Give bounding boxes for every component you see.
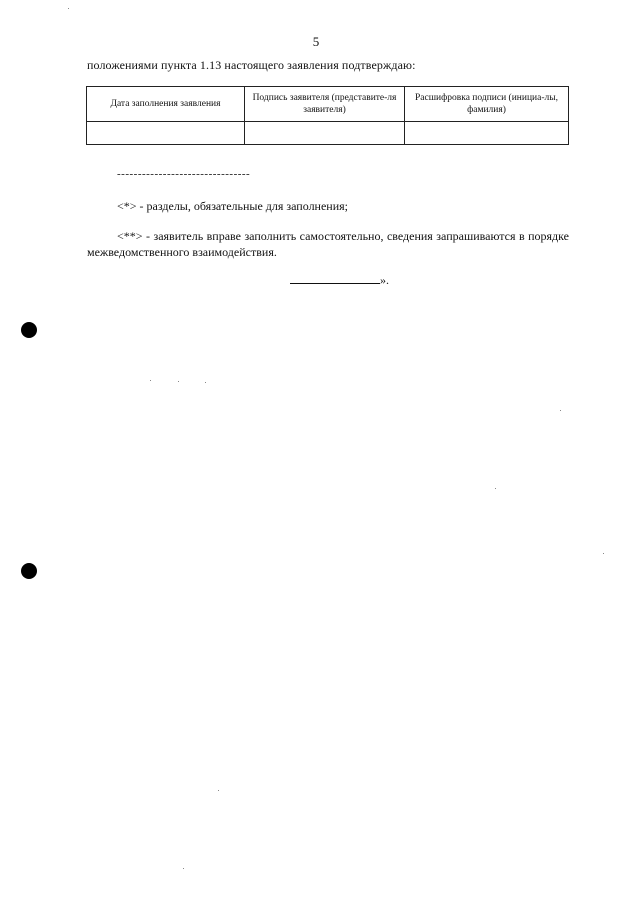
header-signature-transcript: Расшифровка подписи (инициа-лы, фамилия): [405, 87, 569, 122]
scan-speck: [183, 868, 184, 869]
scan-speck: [150, 380, 151, 381]
fill-date-cell[interactable]: [87, 122, 245, 145]
applicant-signature-cell[interactable]: [245, 122, 405, 145]
scan-speck: [205, 382, 206, 383]
page-number: 5: [312, 34, 320, 49]
scan-speck: [68, 8, 69, 9]
header-applicant-signature: Подпись заявителя (представите-ля заявителя): [245, 87, 405, 122]
intro-line: положениями пункта 1.13 настоящего заявления подтверждаю:: [87, 58, 416, 72]
signature-transcript-cell[interactable]: [405, 122, 569, 145]
signature-table: [86, 86, 569, 145]
footnote-required-sections: <*> - разделы, обязательные для заполнения;: [117, 199, 349, 213]
scan-speck: [218, 790, 219, 791]
scan-speck: [495, 488, 496, 489]
closing-mark: ».: [380, 273, 389, 287]
table-header-row: [87, 87, 569, 122]
closing-blank-line: [290, 272, 380, 284]
footnote-optional-info: <**> - заявитель вправе заполнить самостоятельно, сведения запрашиваются в порядке межведомственного взаимодействия.: [87, 229, 569, 259]
scan-speck: [178, 381, 179, 382]
footnote-separator: --------------------------------: [117, 168, 251, 180]
scan-speck: [603, 553, 604, 554]
table-row: [87, 122, 569, 145]
scan-speck: [560, 410, 561, 411]
closing-line: [290, 272, 389, 288]
punch-hole-icon: [21, 322, 37, 338]
header-fill-date: Дата заполнения заявления: [87, 87, 245, 122]
punch-hole-icon: [21, 563, 37, 579]
